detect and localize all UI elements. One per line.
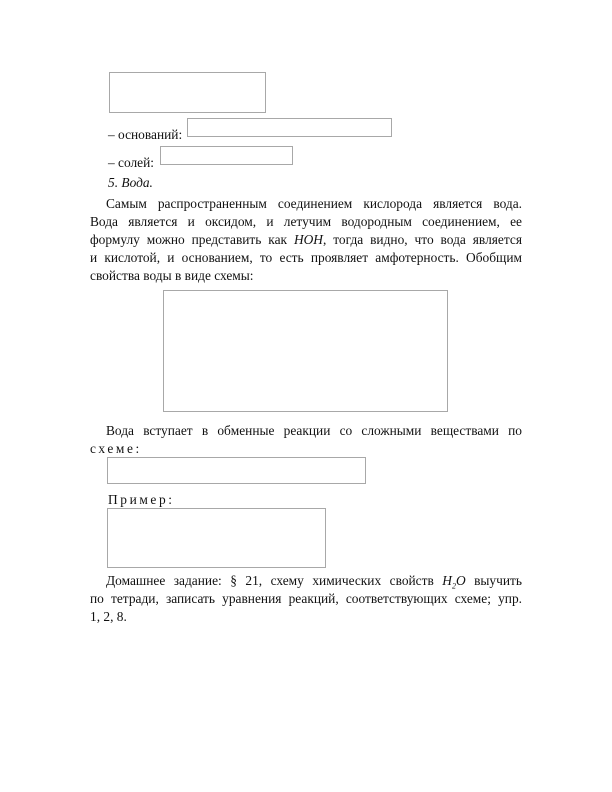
homework-line: 1, 2, 8. [90,609,127,624]
paragraph-line: Вода вступает в обменные реакции со сложными веществами по [106,423,522,438]
paragraph-line [90,231,522,248]
paragraph-line: Самым распространенным соединением кислорода является вода. [106,196,522,211]
water-formula: HOH [293,232,323,247]
paragraph-text: формулу можно представить как [90,232,294,247]
homework-line [106,572,522,589]
bases-label: – оснований: [108,127,183,142]
water-properties-scheme-box[interactable] [163,290,448,412]
salts-answer-box[interactable] [160,146,293,165]
answer-box-top[interactable] [109,72,266,113]
example-answer-box[interactable] [107,508,326,568]
formula-subscript: 2 [451,581,456,591]
salts-label: – солей: [108,155,155,170]
exchange-scheme-box[interactable] [107,457,366,484]
homework-line: по тетради, записать уравнения реакций, соответствующих схеме; упр. [90,591,522,606]
example-label: Пример: [108,492,175,507]
formula-h: H [442,573,452,588]
paragraph-line: и кислотой, и основанием, то есть проявляет амфотерность. Обобщим [90,250,522,265]
homework-text: Домашнее задание: § 21, схему химических свойств [106,573,443,588]
paragraph-line: Вода является и оксидом, и летучим водородным соединением, ее [90,214,522,229]
formula-o: O [455,573,466,588]
bases-answer-box[interactable] [187,118,392,137]
section-heading: 5. Вода. [108,175,153,190]
paragraph-line: схеме: [90,441,142,456]
paragraph-line: свойства воды в виде схемы: [90,268,254,283]
paragraph-text: , тогда видно, что вода является [322,232,522,247]
homework-text: выучить [465,573,522,588]
